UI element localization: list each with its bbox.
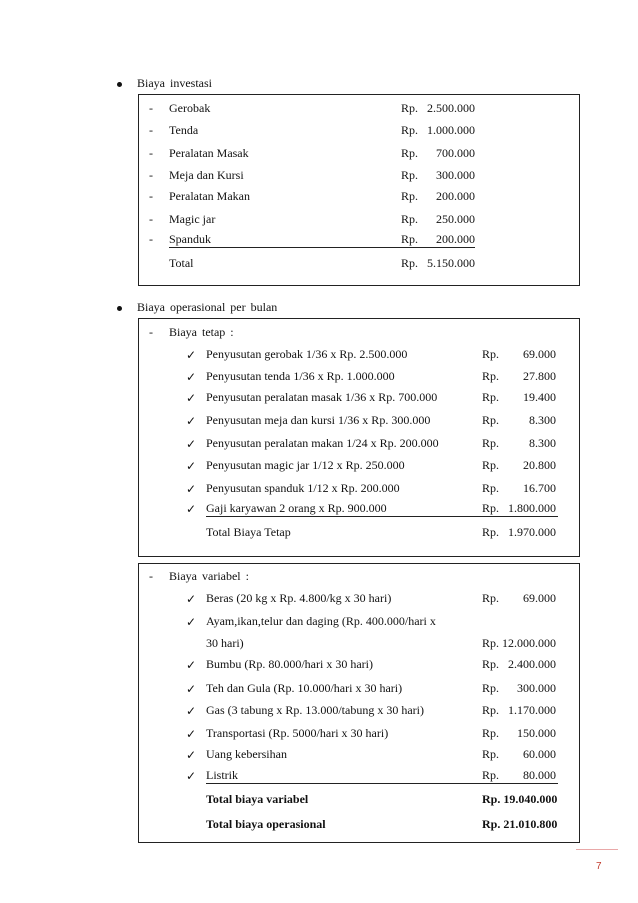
total-value: 5.150.000 <box>427 256 475 270</box>
item-value: 1.170.000 <box>508 703 556 717</box>
tetap-row: ✓ Gaji karyawan 2 orang x Rp. 900.000 Rp. 1.800.000 <box>186 501 556 516</box>
tetap-row: ✓ Penyusutan magic jar 1/12 x Rp. 250.000 Rp. 20.800 <box>186 458 556 473</box>
total-label: Total Biaya Tetap <box>206 525 291 539</box>
variabel-row: ✓ Bumbu (Rp. 80.000/hari x 30 hari) Rp. 2.400.000 <box>186 657 556 672</box>
page-number: 7 <box>596 861 602 872</box>
variabel-row: ✓ Uang kebersihan Rp. 60.000 <box>186 747 556 762</box>
item-value: 27.800 <box>523 369 556 383</box>
item-label: Gerobak <box>169 101 211 115</box>
item-value: 8.300 <box>529 436 556 450</box>
item-label: Gas (3 tabung x Rp. 13.000/tabung x 30 hari) <box>206 703 424 717</box>
checkmark-icon: ✓ <box>186 502 197 516</box>
tetap-row: ✓ Penyusutan tenda 1/36 x Rp. 1.000.000 Rp. 27.800 <box>186 369 556 384</box>
checkmark-icon: ✓ <box>186 615 197 629</box>
item-value: 60.000 <box>523 747 556 761</box>
item-label-continued: 30 hari) <box>206 636 244 650</box>
item-label: Penyusutan meja dan kursi 1/36 x Rp. 300.000 <box>206 413 431 427</box>
item-label: Magic jar <box>169 212 216 226</box>
bullet-dot-icon <box>117 82 122 87</box>
item-value: 16.700 <box>523 481 556 495</box>
checkmark-icon: ✓ <box>186 704 197 718</box>
footer-divider <box>576 849 618 850</box>
checkmark-icon: ✓ <box>186 414 197 428</box>
item-value: 300.000 <box>517 681 556 695</box>
tetap-row: ✓ Penyusutan gerobak 1/36 x Rp. 2.500.000 Rp. 69.000 <box>186 347 556 362</box>
item-value: 1.800.000 <box>508 501 556 515</box>
total-value: Rp. 19.040.000 <box>482 792 558 806</box>
biaya-tetap-title: Biaya tetap : <box>169 325 234 339</box>
investasi-row: - Gerobak Rp. 2.500.000 <box>149 101 475 115</box>
item-label: Tenda <box>169 123 199 137</box>
item-label: Penyusutan peralatan masak 1/36 x Rp. 700.000 <box>206 390 438 404</box>
biaya-variabel-title: Biaya variabel : <box>169 569 249 583</box>
grand-total-label: Total biaya operasional <box>206 817 326 831</box>
checkmark-icon: ✓ <box>186 748 197 762</box>
item-label: Gaji karyawan 2 orang x Rp. 900.000 <box>206 501 558 517</box>
checkmark-icon: ✓ <box>186 348 197 362</box>
item-value: 250.000 <box>436 212 475 226</box>
item-label: Penyusutan peralatan makan 1/24 x Rp. 200.000 <box>206 436 439 450</box>
item-label: Beras (20 kg x Rp. 4.800/kg x 30 hari) <box>206 591 392 605</box>
item-value: 1.000.000 <box>427 123 475 137</box>
tetap-row: ✓ Penyusutan peralatan makan 1/24 x Rp. 200.000 Rp. 8.300 <box>186 436 556 451</box>
item-label: Uang kebersihan <box>206 747 287 761</box>
checkmark-icon: ✓ <box>186 391 197 405</box>
checkmark-icon: ✓ <box>186 437 197 451</box>
biaya-variabel-title-row: - Biaya variabel : <box>149 569 249 583</box>
item-value: 200.000 <box>436 189 475 203</box>
variabel-total-row <box>139 792 579 808</box>
investasi-total-row: Total Rp. 5.150.000 <box>169 256 475 270</box>
item-value: 200.000 <box>436 232 475 246</box>
item-label: Spanduk <box>169 232 475 248</box>
total-label: Total biaya variabel <box>206 792 309 806</box>
item-value: 700.000 <box>436 146 475 160</box>
checkmark-icon: ✓ <box>186 769 197 783</box>
item-label: Penyusutan magic jar 1/12 x Rp. 250.000 <box>206 458 405 472</box>
checkmark-icon: ✓ <box>186 592 197 606</box>
item-value: 8.300 <box>529 413 556 427</box>
checkmark-icon: ✓ <box>186 727 197 741</box>
item-value: 19.400 <box>523 390 556 404</box>
total-label: Total <box>169 256 194 270</box>
item-label: Penyusutan gerobak 1/36 x Rp. 2.500.000 <box>206 347 408 361</box>
item-value: 80.000 <box>523 768 556 782</box>
investasi-table <box>138 94 580 286</box>
item-label: Penyusutan spanduk 1/12 x Rp. 200.000 <box>206 481 400 495</box>
tetap-row: ✓ Penyusutan meja dan kursi 1/36 x Rp. 300.000 Rp. 8.300 <box>186 413 556 428</box>
item-label: Listrik <box>206 768 558 784</box>
investasi-row: - Magic jar Rp. 250.000 <box>149 212 475 226</box>
biaya-tetap-table <box>138 318 580 557</box>
variabel-row: ✓ Teh dan Gula (Rp. 10.000/hari x 30 hari) Rp. 300.000 <box>186 681 556 696</box>
tetap-total-row: Total Biaya Tetap Rp. 1.970.000 <box>206 525 556 539</box>
checkmark-icon: ✓ <box>186 482 197 496</box>
item-label: Peralatan Makan <box>169 189 250 203</box>
item-label: Transportasi (Rp. 5000/hari x 30 hari) <box>206 726 389 740</box>
tetap-row: ✓ Penyusutan spanduk 1/12 x Rp. 200.000 Rp. 16.700 <box>186 481 556 496</box>
tetap-row: ✓ Penyusutan peralatan masak 1/36 x Rp. 700.000 Rp. 19.400 <box>186 390 556 405</box>
item-label: Bumbu (Rp. 80.000/hari x 30 hari) <box>206 657 373 671</box>
variabel-row: ✓ Listrik Rp. 80.000 <box>186 768 556 783</box>
checkmark-icon: ✓ <box>186 682 197 696</box>
biaya-variabel-table <box>138 563 580 843</box>
item-value: 2.500.000 <box>427 101 475 115</box>
investasi-row: - Spanduk Rp. 200.000 <box>149 232 475 246</box>
section-heading-investasi: Biaya investasi <box>137 76 212 90</box>
variabel-row <box>139 614 579 630</box>
item-value: 150.000 <box>517 726 556 740</box>
operasional-grand-total-row <box>139 817 579 833</box>
item-label: Meja dan Kursi <box>169 168 244 182</box>
variabel-row-continued: 30 hari) Rp. 12.000.000 <box>206 636 556 650</box>
variabel-row: ✓ Transportasi (Rp. 5000/hari x 30 hari) Rp. 150.000 <box>186 726 556 741</box>
investasi-row: - Peralatan Masak Rp. 700.000 <box>149 146 475 160</box>
item-value: 69.000 <box>523 347 556 361</box>
item-value: 20.800 <box>523 458 556 472</box>
item-label: Peralatan Masak <box>169 146 249 160</box>
item-label: Teh dan Gula (Rp. 10.000/hari x 30 hari) <box>206 681 403 695</box>
variabel-row: ✓ Gas (3 tabung x Rp. 13.000/tabung x 30 hari) Rp. 1.170.000 <box>186 703 556 718</box>
item-value: 12.000.000 <box>502 636 556 650</box>
bullet-dot-icon <box>117 306 122 311</box>
total-value: 1.970.000 <box>508 525 556 539</box>
item-label: Penyusutan tenda 1/36 x Rp. 1.000.000 <box>206 369 395 383</box>
checkmark-icon: ✓ <box>186 370 197 384</box>
biaya-tetap-title-row: - Biaya tetap : <box>149 325 234 339</box>
variabel-row: ✓ Beras (20 kg x Rp. 4.800/kg x 30 hari) Rp. 69.000 <box>186 591 556 606</box>
section-heading-operasional: Biaya operasional per bulan <box>137 300 278 314</box>
item-label: Ayam,ikan,telur dan daging (Rp. 400.000/hari x <box>206 614 436 628</box>
investasi-row: - Meja dan Kursi Rp. 300.000 <box>149 168 475 182</box>
checkmark-icon: ✓ <box>186 658 197 672</box>
item-value: 69.000 <box>523 591 556 605</box>
grand-total-value: Rp. 21.010.800 <box>482 817 558 831</box>
investasi-row: - Tenda Rp. 1.000.000 <box>149 123 475 137</box>
item-value: 300.000 <box>436 168 475 182</box>
checkmark-icon: ✓ <box>186 459 197 473</box>
item-value: 2.400.000 <box>508 657 556 671</box>
investasi-row: - Peralatan Makan Rp. 200.000 <box>149 189 475 203</box>
